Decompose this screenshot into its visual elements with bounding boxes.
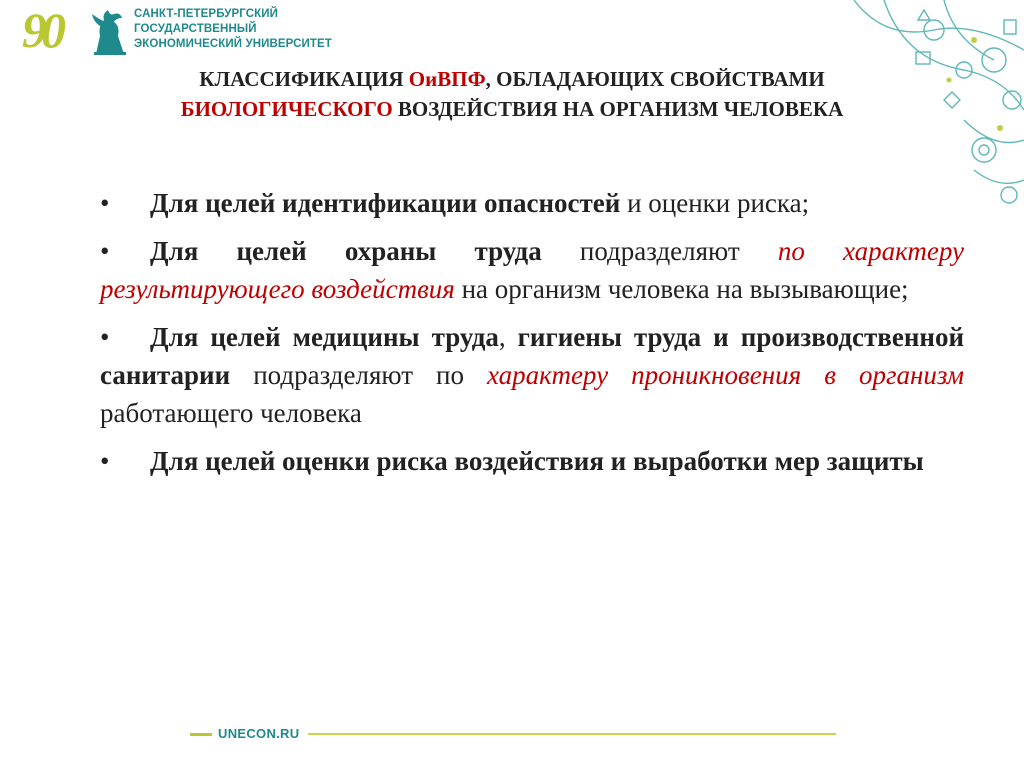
bullet-list (100, 184, 964, 490)
university-logo (22, 2, 332, 60)
university-name-line: ЭКОНОМИЧЕСКИЙ УНИВЕРСИТЕТ (134, 38, 332, 50)
bullet-icon: • (100, 322, 110, 352)
title-text: , ОБЛАДАЮЩИХ СВОЙСТВАМИ (485, 67, 825, 91)
university-name-line: САНКТ-ПЕТЕРБУРГСКИЙ (134, 8, 279, 20)
item-bold-text: Для целей оценки риска воздействия и выработки мер защиты (150, 446, 924, 476)
footer-divider (190, 733, 212, 736)
item-bold-text: Для целей медицины труда (150, 322, 499, 352)
list-item (100, 442, 964, 480)
item-highlight-text: характеру проникновения в организм (487, 360, 965, 390)
title-highlight: ОиВПФ (408, 67, 486, 91)
item-highlight-text: по характеру результирующего воздействия (100, 236, 964, 304)
list-item (100, 318, 964, 432)
item-bold-text: Для целей охраны труда (150, 236, 542, 266)
list-item (100, 232, 964, 308)
title-highlight: БИОЛОГИЧЕСКОГО (180, 97, 393, 121)
list-item (100, 184, 964, 222)
title-text: ВОЗДЕЙСТВИЯ НА ОРГАНИЗМ ЧЕЛОВЕКА (392, 97, 844, 121)
item-bold-text: Для целей идентификации опасностей (150, 188, 621, 218)
title-text: КЛАССИФИКАЦИЯ (199, 67, 409, 91)
anniversary-number: 90 (22, 2, 60, 58)
bullet-icon: • (100, 446, 110, 476)
website-link[interactable]: UNECON.RU (218, 726, 300, 741)
item-text: и оценки риска; (620, 188, 810, 218)
item-text: работающего человека (100, 398, 362, 428)
university-name (134, 7, 332, 52)
university-name-line: ГОСУДАРСТВЕННЫЙ (134, 23, 257, 35)
bullet-icon: • (100, 236, 110, 266)
griffin-emblem-icon (90, 6, 130, 56)
footer-divider (308, 733, 836, 735)
item-text: подразделяют (541, 236, 778, 266)
slide-title (40, 64, 984, 124)
item-text: подразделяют по (230, 360, 488, 390)
footer (190, 724, 836, 744)
bullet-icon: • (100, 188, 110, 218)
item-bold-text: гигиены труда и производственной санитарии (100, 322, 964, 390)
item-text: на организм человека на вызывающие; (454, 274, 909, 304)
item-text: , (498, 322, 518, 352)
